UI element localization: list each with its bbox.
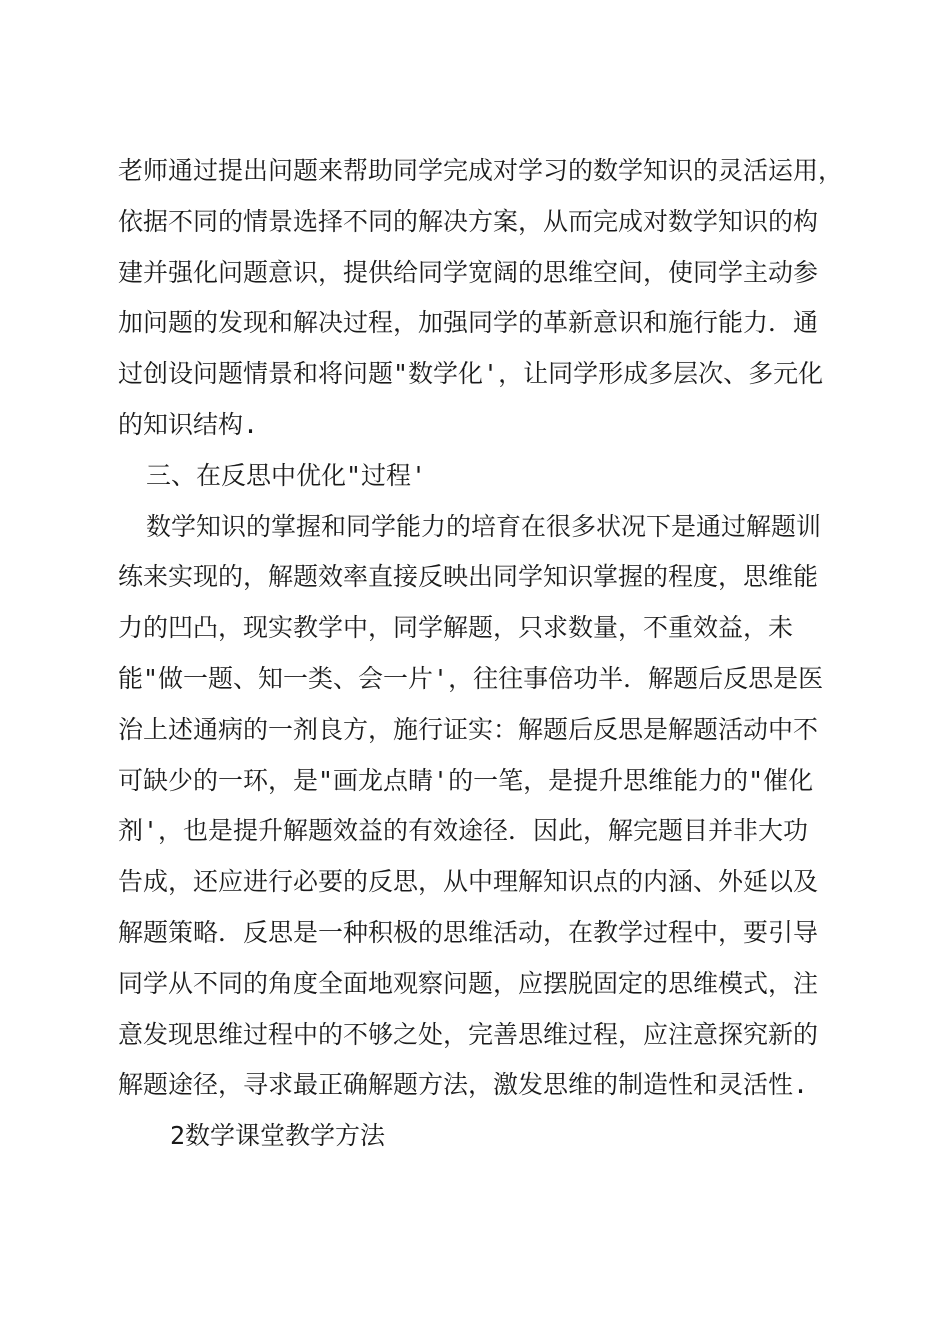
- text-line: 解题策略．反思是一种积极的思维活动，在教学过程中，要引导: [118, 917, 819, 947]
- text-line: 治上述通病的一剂良方，施行证实：解题后反思是解题活动中不: [118, 714, 819, 744]
- text-line: 老师通过提出问题来帮助同学完成对学习的数学知识的灵活运用，: [118, 156, 844, 185]
- document-body: [118, 146, 858, 1162]
- text-line: 解题途径，寻求最正确解题方法，激发思维的制造性和灵活性.: [118, 1070, 809, 1100]
- text-line: 同学从不同的角度全面地观察问题，应摆脱固定的思维模式，注: [118, 968, 819, 998]
- text-line: 能"做一题、知一类、会一片'，往往事倍功半．解题后反思是医: [118, 663, 824, 693]
- text-line: 依据不同的情景选择不同的解决方案，从而完成对数学知识的构: [118, 206, 819, 236]
- text-line: 意发现思维过程中的不够之处，完善思维过程，应注意探究新的: [118, 1019, 819, 1049]
- text-line: 剂'，也是提升解题效益的有效途径．因此，解完题目并非大功: [118, 816, 809, 846]
- text-line: 数学知识的掌握和同学能力的培育在很多状况下是通过解题训: [146, 511, 822, 541]
- paragraph-1: [118, 146, 858, 451]
- text-line: 可缺少的一环，是"画龙点睛'的一笔，是提升思维能力的"催化: [118, 765, 814, 795]
- text-line: 的知识结构.: [118, 409, 259, 439]
- paragraph-2: [118, 502, 858, 1112]
- text-line: 力的凹凸，现实教学中，同学解题，只求数量，不重效益，未: [118, 613, 794, 643]
- text-line: 加问题的发现和解决过程，加强同学的革新意识和施行能力．通: [118, 308, 819, 338]
- section-heading-3: 三、在反思中优化"过程': [146, 460, 427, 490]
- text-line: 练来实现的，解题效率直接反映出同学知识掌握的程度，思维能: [118, 562, 819, 592]
- text-line: 过创设问题情景和将问题"数学化'，让同学形成多层次、多元化: [118, 359, 824, 389]
- text-line: 建并强化问题意识，提供给同学宽阔的思维空间，使同学主动参: [118, 257, 819, 287]
- section-heading-2: 2数学课堂教学方法: [170, 1121, 386, 1151]
- text-line: 告成，还应进行必要的反思，从中理解知识点的内涵、外延以及: [118, 867, 819, 897]
